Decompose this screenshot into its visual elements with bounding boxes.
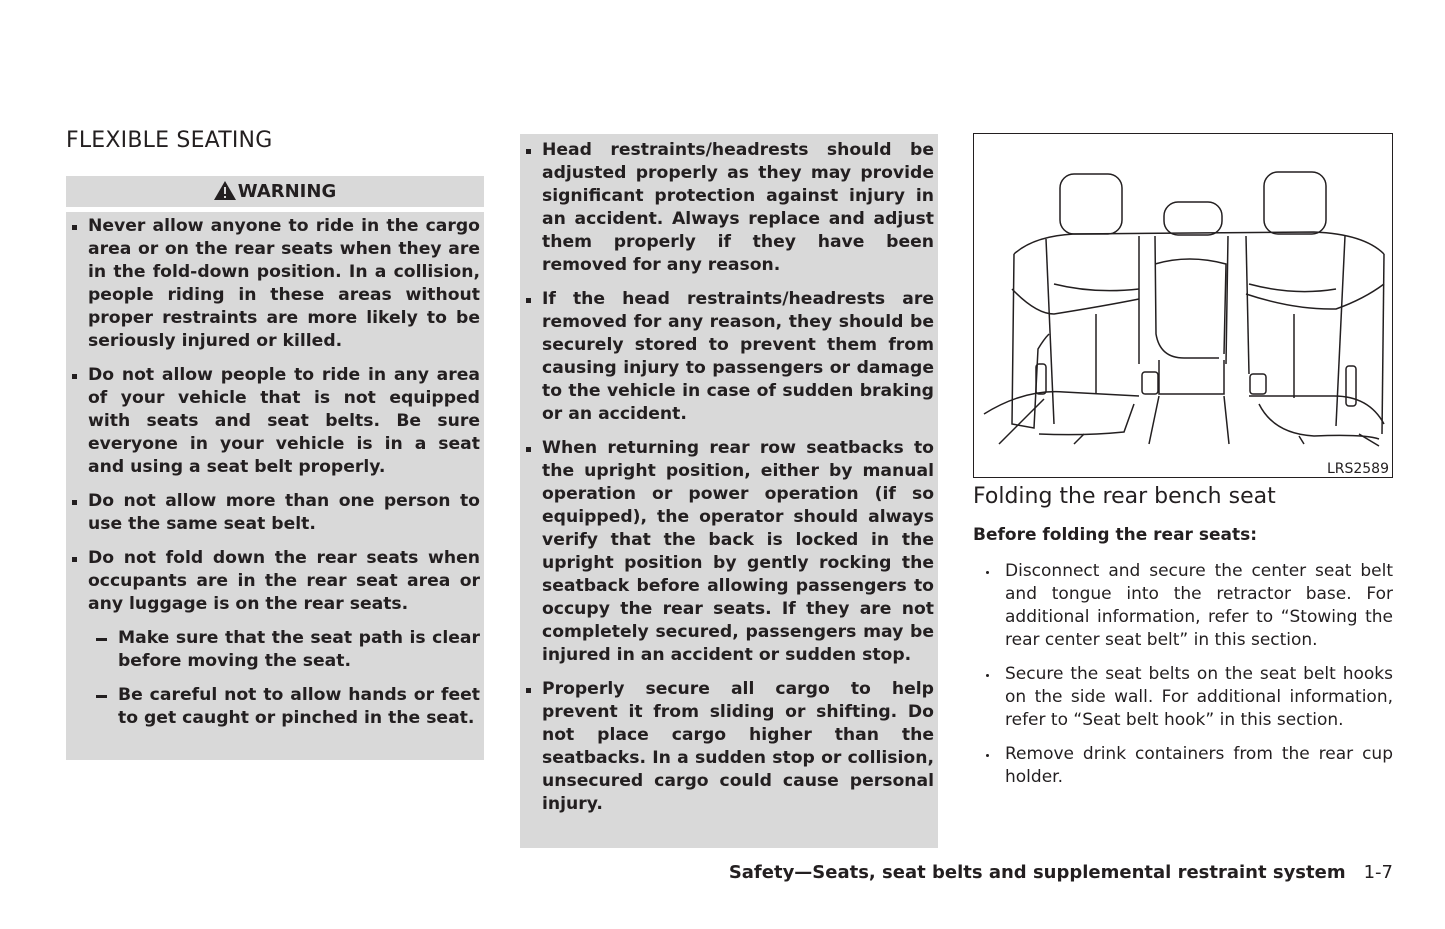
list-item: Remove drink containers from the rear cup holder.	[1005, 744, 1393, 787]
figure-label: LRS2589	[1326, 461, 1389, 477]
warning-item: When returning rear row seatbacks to the upright position, either by manual operation or power operation (if so equipped), the operator should always verify that the back is locked in the upright position by gently rocking the seatback before allowing passengers to occupy the rear seats. If they are not completely secured, passengers may be injured in an accident or sudden stop.	[542, 438, 934, 665]
warning-subitem: Be careful not to allow hands or feet to get caught or pinched in the seat.	[118, 685, 480, 728]
warning-item: Properly secure all cargo to help prevent it from sliding or shifting. Do not place cargo higher than the seatbacks. In a sudden stop or collision, unsecured cargo could cause personal injury.	[542, 679, 934, 814]
subsection-title: Folding the rear bench seat	[973, 484, 1276, 509]
rear-seat-illustration	[973, 133, 1393, 478]
subsection-subtitle: Before folding the rear seats:	[973, 525, 1258, 545]
page-footer	[729, 862, 1393, 883]
rear-bench-seat-drawing	[974, 134, 1392, 477]
warning-item: If the head restraints/headrests are removed for any reason, they should be securely stored to prevent them from causing injury to passengers or damage to the vehicle in case of sudden braking or an accident.	[542, 289, 934, 424]
warning-item: Do not allow more than one person to use the same seat belt.	[88, 491, 480, 534]
section-title: FLEXIBLE SEATING	[66, 128, 273, 153]
warning-item: Never allow anyone to ride in the cargo area or on the rear seats when they are in the fold-down position. In a collision, people riding in these areas without proper restraints are more likely to be seriously injured or killed.	[88, 216, 480, 351]
warning-box-col1	[66, 212, 484, 760]
warning-item: Do not allow people to ride in any area of your vehicle that is not equipped with seats and seat belts. Be sure everyone in your vehicle is in a seat and using a seat belt properly.	[88, 365, 480, 477]
warning-label: WARNING	[237, 181, 337, 202]
list-item: Disconnect and secure the center seat belt and tongue into the retractor base. For additional information, refer to “Stowing the rear center seat belt” in this section.	[1005, 561, 1393, 650]
warning-item: Head restraints/headrests should be adjusted properly as they may provide significant protection against injury in an accident. Always replace and adjust them properly if they have been removed for any reason.	[542, 140, 934, 275]
warning-header	[66, 176, 484, 207]
warning-subitem: Make sure that the seat path is clear before moving the seat.	[118, 628, 480, 671]
warning-triangle-icon	[214, 181, 236, 200]
warning-box-col2	[520, 134, 938, 848]
list-item: Secure the seat belts on the seat belt hooks on the side wall. For additional information, refer to “Seat belt hook” in this section.	[1005, 664, 1393, 730]
warning-item: Do not fold down the rear seats when occupants are in the rear seat area or any luggage is on the rear seats.	[88, 548, 480, 614]
page-number: 1-7	[1363, 862, 1393, 883]
instruction-list	[973, 560, 1393, 800]
chapter-title: Safety—Seats, seat belts and supplemental restraint system	[728, 862, 1346, 883]
